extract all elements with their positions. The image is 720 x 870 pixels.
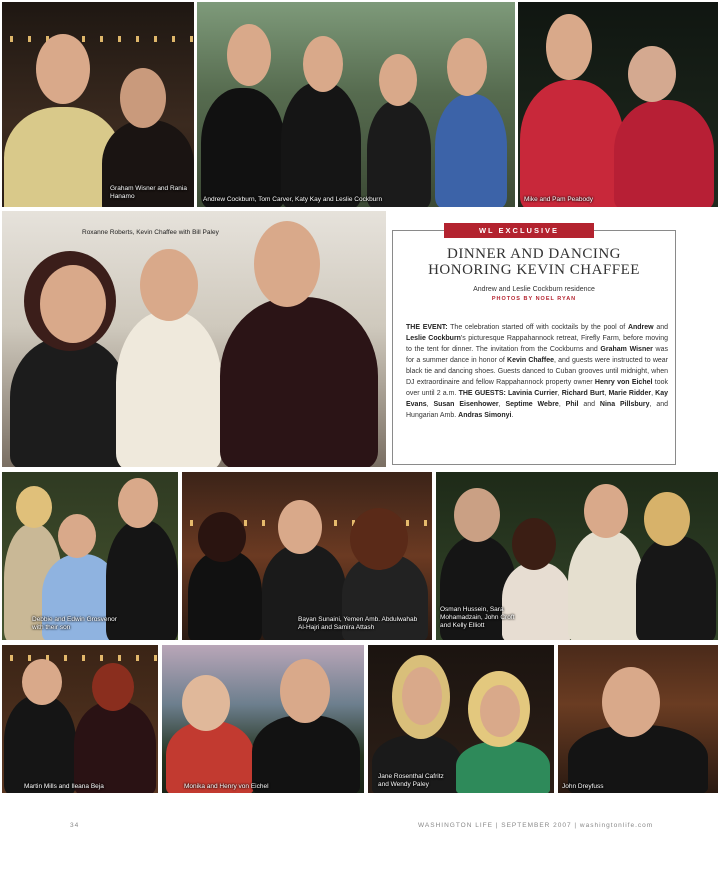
bold-name: Andras Simonyi [458,412,512,419]
photo-caption: Graham Wisner and Rania Hanamo [110,185,187,200]
photo-grosvenor [2,472,178,640]
photo-hussein-group [436,472,718,640]
photo-graham-wisner [2,2,194,207]
subhead: Andrew and Leslie Cockburn residence [473,286,595,293]
bold-name: Susan Eisenhower [433,401,499,408]
photo-cockburn-group [197,2,515,207]
photo-caption: John Dreyfuss [562,783,604,790]
photo-credit: PHOTOS BY NOEL RYAN [491,296,577,302]
bold-name: Septime Webre [505,401,559,408]
bold-name: Leslie Cockburn [406,335,461,342]
photo-dreyfuss [558,645,718,793]
article-body: THE EVENT: The celebration started off with cocktails by the pool of Andrew and Leslie Cockburn's picturesque Rappahannock retreat, Firefly Farm, before moving to the tent for dinner. The invitation from the Cockburns and Graham Wisner was for a summer dance in honor of Kevin Chaffee, and guests were instructed to wear black tie and dancing shoes. Guests danced to Cuban grooves until midnight, when DJ extraordinaire and fellow Rappahannock property owner Henry von Eichel took over until 2 a.m. THE GUESTS: Lavinia Currier, Richard Burt, Marie Ridder, Kay Evans, Susan Eisenhower, Septime Webre, Phil and Nina Pillsbury, and Hungarian Amb. Andras Simonyi. [406,324,669,419]
photo-caption: Mike and Pam Peabody [524,196,594,203]
photo-caption: Martin Mills and Ileana Beja [24,783,104,790]
bold-name: Kay Evans [406,390,669,408]
bold-name: THE EVENT: [406,324,448,331]
bold-name: Nina Pillsbury [599,401,650,408]
photo-cafritz-paley [368,645,554,793]
bold-name: Richard Burt [561,390,605,397]
photo-caption: Bayan Sunaini, Yemen Amb. Abdulwahab Al-Hajri and Samira Attash [298,616,418,631]
bold-name: Andrew [627,324,654,331]
photo-peabody [518,2,718,207]
photo-caption: Roxanne Roberts, Kevin Chaffee with Bill Paley [82,229,219,236]
bold-name: THE GUESTS: Lavinia Currier [458,390,558,397]
photo-caption: Debbie and Edwin Grosvenor with their son [32,616,117,631]
exclusive-tag: WL EXCLUSIVE [444,223,594,238]
headline [395,246,673,278]
bold-name: Graham Wisner [600,346,653,353]
page-number: 34 [70,822,80,829]
headline-line-1: DINNER AND DANCING [447,246,621,262]
publication-footer: WASHINGTON LIFE | SEPTEMBER 2007 | washingtonlife.com [418,822,654,829]
photo-kevin-chaffee [2,211,386,467]
photo-caption: Monika and Henry von Eichel [184,783,269,790]
photo-von-eichel [162,645,364,793]
photo-caption: Jane Rosenthal Cafritz and Wendy Paley [378,773,444,788]
bold-name: Kevin Chaffee [507,357,554,364]
bold-name: Henry von Eichel [594,379,653,386]
bold-name: Marie Ridder [608,390,652,397]
photo-caption: Andrew Cockburn, Tom Carver, Katy Kay and Leslie Cockburn [203,196,383,203]
headline-line-2: HONORING KEVIN CHAFFEE [428,262,640,278]
photo-yemen-ambassador [182,472,432,640]
photo-mills-beja [2,645,158,793]
photo-caption: Osman Hussein, Sara Mohamadzain, John Croft and Kelly Elliott [440,606,515,629]
bold-name: Phil [565,401,579,408]
